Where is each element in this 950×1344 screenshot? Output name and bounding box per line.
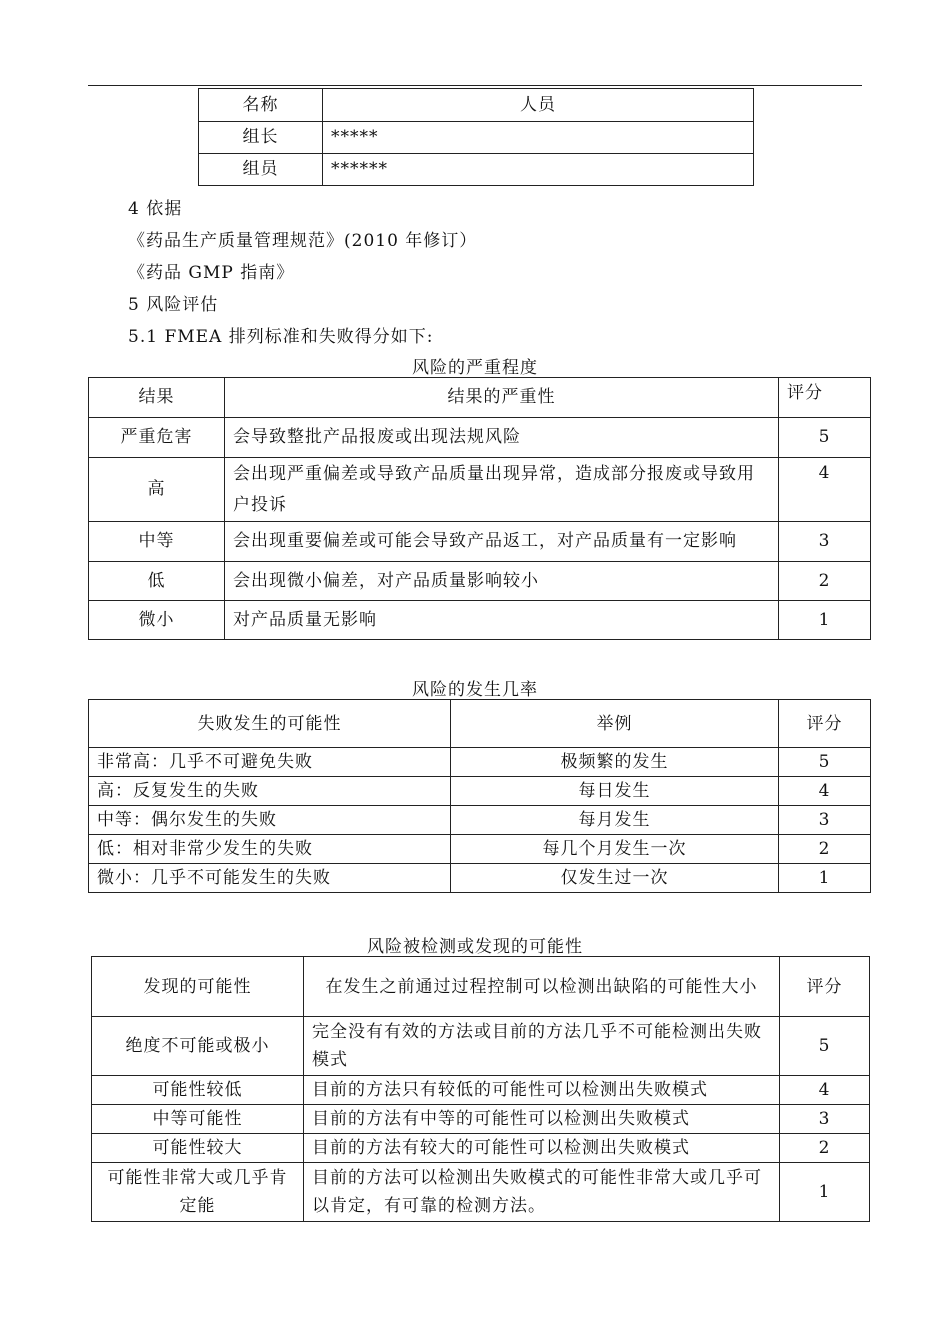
detection-header-description: 在发生之前通过过程控制可以检测出缺陷的可能性大小 [304,957,780,1017]
table-row [89,806,871,835]
occurrence-likelihood: 高：反复发生的失败 [89,777,451,806]
team-role: 组长 [199,122,323,154]
severity-score: 3 [779,522,871,562]
severity-score: 1 [779,601,871,640]
detection-header-likelihood: 发现的可能性 [92,957,304,1017]
table-row [89,700,871,748]
occurrence-score: 5 [779,748,871,777]
team-member: ****** [323,154,754,186]
detection-score: 4 [780,1076,870,1105]
table-row [89,562,871,601]
severity-caption: 风险的严重程度 [412,358,538,378]
severity-score: 4 [779,458,871,522]
severity-description: 会出现微小偏差，对产品质量影响较小 [225,562,779,601]
severity-description: 对产品质量无影响 [225,601,779,640]
risk-assessment-heading: 5 风险评估 [128,295,219,315]
team-header-person: 人员 [323,89,754,122]
table-row [92,1105,870,1134]
detection-likelihood: 绝度不可能或极小 [92,1017,304,1076]
occurrence-score: 1 [779,864,871,893]
table-row [199,154,754,186]
detection-likelihood: 可能性较低 [92,1076,304,1105]
detection-description: 完全没有有效的方法或目前的方法几乎不可能检测出失败模式 [304,1017,780,1076]
occurrence-caption: 风险的发生几率 [412,680,538,700]
table-row [89,601,871,640]
occurrence-likelihood: 微小：几乎不可能发生的失败 [89,864,451,893]
table-row [89,378,871,418]
severity-result: 微小 [89,601,225,640]
severity-description: 会出现重要偏差或可能会导致产品返工，对产品质量有一定影响 [225,522,779,562]
severity-score: 2 [779,562,871,601]
occurrence-score: 4 [779,777,871,806]
occurrence-score: 3 [779,806,871,835]
table-row [89,748,871,777]
severity-header-score: 评分 [779,378,871,418]
severity-result: 低 [89,562,225,601]
detection-description: 目前的方法有中等的可能性可以检测出失败模式 [304,1105,780,1134]
page-header-rule [88,85,862,86]
team-member: ***** [323,122,754,154]
table-row [89,835,871,864]
occurrence-likelihood: 非常高：几乎不可避免失败 [89,748,451,777]
detection-likelihood: 可能性较大 [92,1134,304,1163]
occurrence-header-example: 举例 [451,700,779,748]
detection-likelihood: 可能性非常大或几乎肯定能 [92,1163,304,1222]
table-row [92,1134,870,1163]
occurrence-likelihood: 中等：偶尔发生的失败 [89,806,451,835]
table-row [92,1017,870,1076]
detection-score: 5 [780,1017,870,1076]
occurrence-example: 极频繁的发生 [451,748,779,777]
occurrence-likelihood: 低：相对非常少发生的失败 [89,835,451,864]
severity-header-severity: 结果的严重性 [225,378,779,418]
table-row [89,522,871,562]
severity-result: 严重危害 [89,418,225,458]
detection-score: 1 [780,1163,870,1222]
severity-score: 5 [779,418,871,458]
detection-likelihood: 中等可能性 [92,1105,304,1134]
occurrence-score: 2 [779,835,871,864]
occurrence-example: 每月发生 [451,806,779,835]
severity-header-result: 结果 [89,378,225,418]
occurrence-header-score: 评分 [779,700,871,748]
table-row [89,864,871,893]
severity-table [88,377,871,640]
severity-result: 中等 [89,522,225,562]
table-row [92,957,870,1017]
detection-header-score: 评分 [780,957,870,1017]
table-row [199,122,754,154]
detection-description: 目前的方法可以检测出失败模式的可能性非常大或几乎可以肯定，有可靠的检测方法。 [304,1163,780,1222]
basis-reference-1: 《药品生产质量管理规范》(2010 年修订） [128,231,478,251]
table-row [92,1163,870,1222]
team-table [198,88,754,186]
detection-caption: 风险被检测或发现的可能性 [367,937,583,957]
occurrence-example: 每日发生 [451,777,779,806]
table-row [92,1076,870,1105]
occurrence-example: 仅发生过一次 [451,864,779,893]
team-role: 组员 [199,154,323,186]
occurrence-header-likelihood: 失败发生的可能性 [89,700,451,748]
severity-description: 会导致整批产品报废或出现法规风险 [225,418,779,458]
detection-table [91,956,870,1222]
table-row [89,458,871,522]
table-row [89,777,871,806]
detection-score: 2 [780,1134,870,1163]
occurrence-example: 每几个月发生一次 [451,835,779,864]
basis-reference-2: 《药品 GMP 指南》 [128,263,295,283]
severity-result: 高 [89,458,225,522]
fmea-intro: 5.1 FMEA 排列标准和失败得分如下: [128,327,434,347]
table-row [199,89,754,122]
basis-heading: 4 依据 [128,199,183,219]
detection-description: 目前的方法只有较低的可能性可以检测出失败模式 [304,1076,780,1105]
occurrence-table [88,699,871,893]
table-row [89,418,871,458]
severity-description: 会出现严重偏差或导致产品质量出现异常，造成部分报废或导致用户投诉 [225,458,779,522]
team-header-name: 名称 [199,89,323,122]
detection-score: 3 [780,1105,870,1134]
detection-description: 目前的方法有较大的可能性可以检测出失败模式 [304,1134,780,1163]
